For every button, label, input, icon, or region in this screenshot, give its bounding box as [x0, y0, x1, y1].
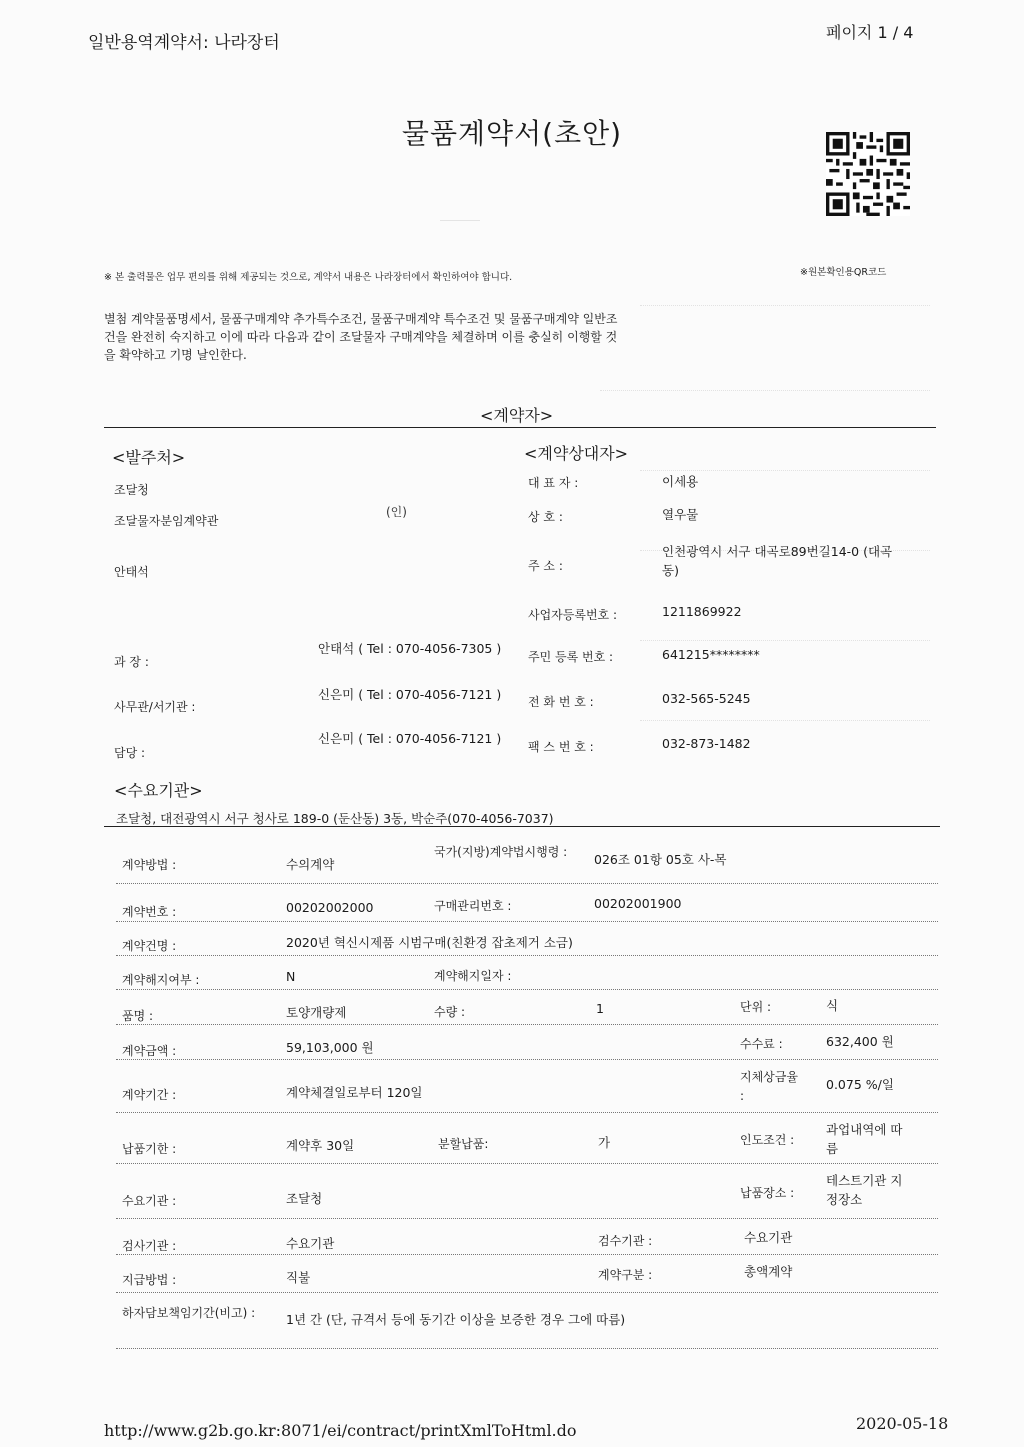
address-value: 인천광역시 서구 대곡로89번길14-0 (대곡동) [662, 544, 893, 578]
purchase-no-value: 00202001900 [594, 896, 682, 911]
divider [104, 427, 936, 428]
orderer-officer-name: 안태석 [114, 565, 149, 579]
rrn-label: 주민 등록 번호 : [528, 650, 614, 664]
company-value: 열우물 [662, 507, 699, 522]
footer-date: 2020-05-18 [856, 1414, 949, 1433]
contract-name-label: 계약건명 : [122, 939, 177, 953]
fax-label: 팩 스 번 호 : [528, 740, 594, 754]
bizno-value: 1211869922 [662, 604, 742, 619]
cancel-value: N [286, 969, 296, 984]
method-label: 계약방법 : [122, 858, 177, 872]
clerk-value: 신은미 ( Tel : 070-4056-7121 ) [318, 687, 502, 702]
phone-label: 전 화 번 호 : [528, 695, 594, 709]
staff-label: 담당 : [114, 746, 146, 760]
section-chief-value: 안태석 ( Tel : 070-4056-7305 ) [318, 641, 502, 656]
qr-code-icon [826, 132, 910, 216]
pay-label: 지급방법 : [122, 1273, 177, 1287]
demand-heading: <수요기관> [114, 781, 203, 800]
clerk-label: 사무관/서기관 : [114, 700, 196, 714]
law-label: 국가(지방)계약법시행령 : [434, 845, 568, 859]
inspect-label: 검사기관 : [122, 1239, 177, 1253]
qr-note: ※원본확인용QR코드 [800, 267, 887, 278]
section-chief-label: 과 장 : [114, 655, 149, 669]
qty-label: 수량 : [434, 1005, 466, 1019]
period-value: 계약체결일로부터 120일 [286, 1085, 423, 1100]
contract-no-label: 계약번호 : [122, 905, 177, 919]
split-value: 가 [598, 1135, 611, 1150]
accept-label: 검수기관 : [598, 1234, 653, 1248]
due-value: 계약후 30일 [286, 1138, 355, 1153]
unit-label: 단위 : [740, 1000, 772, 1014]
amount-value: 59,103,000 원 [286, 1040, 374, 1055]
purchase-no-label: 구매관리번호 : [434, 899, 512, 913]
cancel-date-label: 계약해지일자 : [434, 969, 512, 983]
document-title: 물품계약서(초안) [401, 117, 623, 150]
orderer-officer-title: 조달물자분임계약관 [114, 514, 219, 528]
demand-org-value: 조달청 [286, 1191, 323, 1206]
page-indicator: 페이지 1 / 4 [826, 23, 914, 42]
due-label: 납품기한 : [122, 1142, 177, 1156]
accept-value: 수요기관 [744, 1230, 793, 1245]
fax-value: 032-873-1482 [662, 736, 751, 751]
delivery-cond-value: 과업내역에 따름 [826, 1122, 903, 1156]
company-label: 상 호 : [528, 510, 563, 524]
rep-value: 이세용 [662, 474, 699, 489]
split-label: 분할납품: [438, 1137, 489, 1151]
qty-value: 1 [596, 1001, 604, 1016]
place-value: 테스트기관 지정장소 [826, 1173, 903, 1207]
warranty-label: 하자담보책임기간(비고) : [122, 1306, 256, 1320]
address-label: 주 소 : [528, 559, 563, 573]
rep-label: 대 표 자 : [528, 476, 579, 490]
item-value: 토양개량제 [286, 1005, 347, 1020]
unit-value: 식 [826, 998, 839, 1013]
footer-url: http://www.g2b.go.kr:8071/ei/contract/printXmlToHtml.do [104, 1421, 577, 1440]
amount-label: 계약금액 : [122, 1044, 177, 1058]
contract-name-value: 2020년 혁신시제품 시범구매(친환경 잡초제거 소금) [286, 935, 573, 950]
bizno-label: 사업자등록번호 : [528, 608, 618, 622]
type-label: 계약구분 : [598, 1268, 653, 1282]
inspect-value: 수요기관 [286, 1236, 335, 1251]
cancel-label: 계약해지여부 : [122, 973, 200, 987]
seal-mark: (인) [386, 505, 407, 519]
period-label: 계약기간 : [122, 1088, 177, 1102]
delivery-cond-label: 인도조건 : [740, 1133, 795, 1147]
law-value: 026조 01항 05호 사-목 [594, 852, 727, 867]
phone-value: 032-565-5245 [662, 691, 751, 706]
contract-no-value: 00202002000 [286, 900, 374, 915]
demand-text: 조달청, 대전광역시 서구 청사로 189-0 (둔산동) 3동, 박순주(070-4056-7037) [116, 811, 554, 826]
staff-value: 신은미 ( Tel : 070-4056-7121 ) [318, 731, 502, 746]
warranty-value: 1년 간 (단, 규격서 등에 동기간 이상을 보증한 경우 그에 따름) [286, 1312, 626, 1327]
pay-value: 직불 [286, 1270, 311, 1285]
rrn-value: 641215******** [662, 647, 760, 662]
delay-value: 0.075 %/일 [826, 1077, 894, 1092]
fee-label: 수수료 : [740, 1037, 783, 1051]
item-label: 품명 : [122, 1009, 154, 1023]
type-value: 총액계약 [744, 1264, 793, 1279]
header-title: 일반용역계약서: 나라장터 [88, 33, 280, 53]
divider [104, 826, 940, 827]
print-notice: ※ 본 출력물은 업무 편의를 위해 제공되는 것으로, 계약서 내용은 나라장터에서 확인하여야 합니다. [104, 272, 513, 283]
fee-value: 632,400 원 [826, 1034, 894, 1049]
contractors-heading: <계약자> [480, 406, 554, 425]
counterparty-heading: <계약상대자> [524, 444, 629, 463]
orderer-heading: <발주처> [112, 448, 186, 467]
demand-org-label: 수요기관 : [122, 1194, 177, 1208]
delay-label: 지체상금율 : [740, 1070, 798, 1103]
method-value: 수의계약 [286, 857, 335, 872]
orderer-org: 조달청 [114, 483, 149, 497]
place-label: 납품장소 : [740, 1186, 795, 1200]
intro-paragraph: 별첨 계약물품명세서, 물품구매계약 추가특수조건, 물품구매계약 특수조건 및 물품구매계약 일반조건을 완전히 숙지하고 이에 따라 다음과 같이 조달물자 구매계약을 체결하며 이를 충실히 이행할 것을 확약하고 기명 날인한다. [104, 312, 618, 362]
